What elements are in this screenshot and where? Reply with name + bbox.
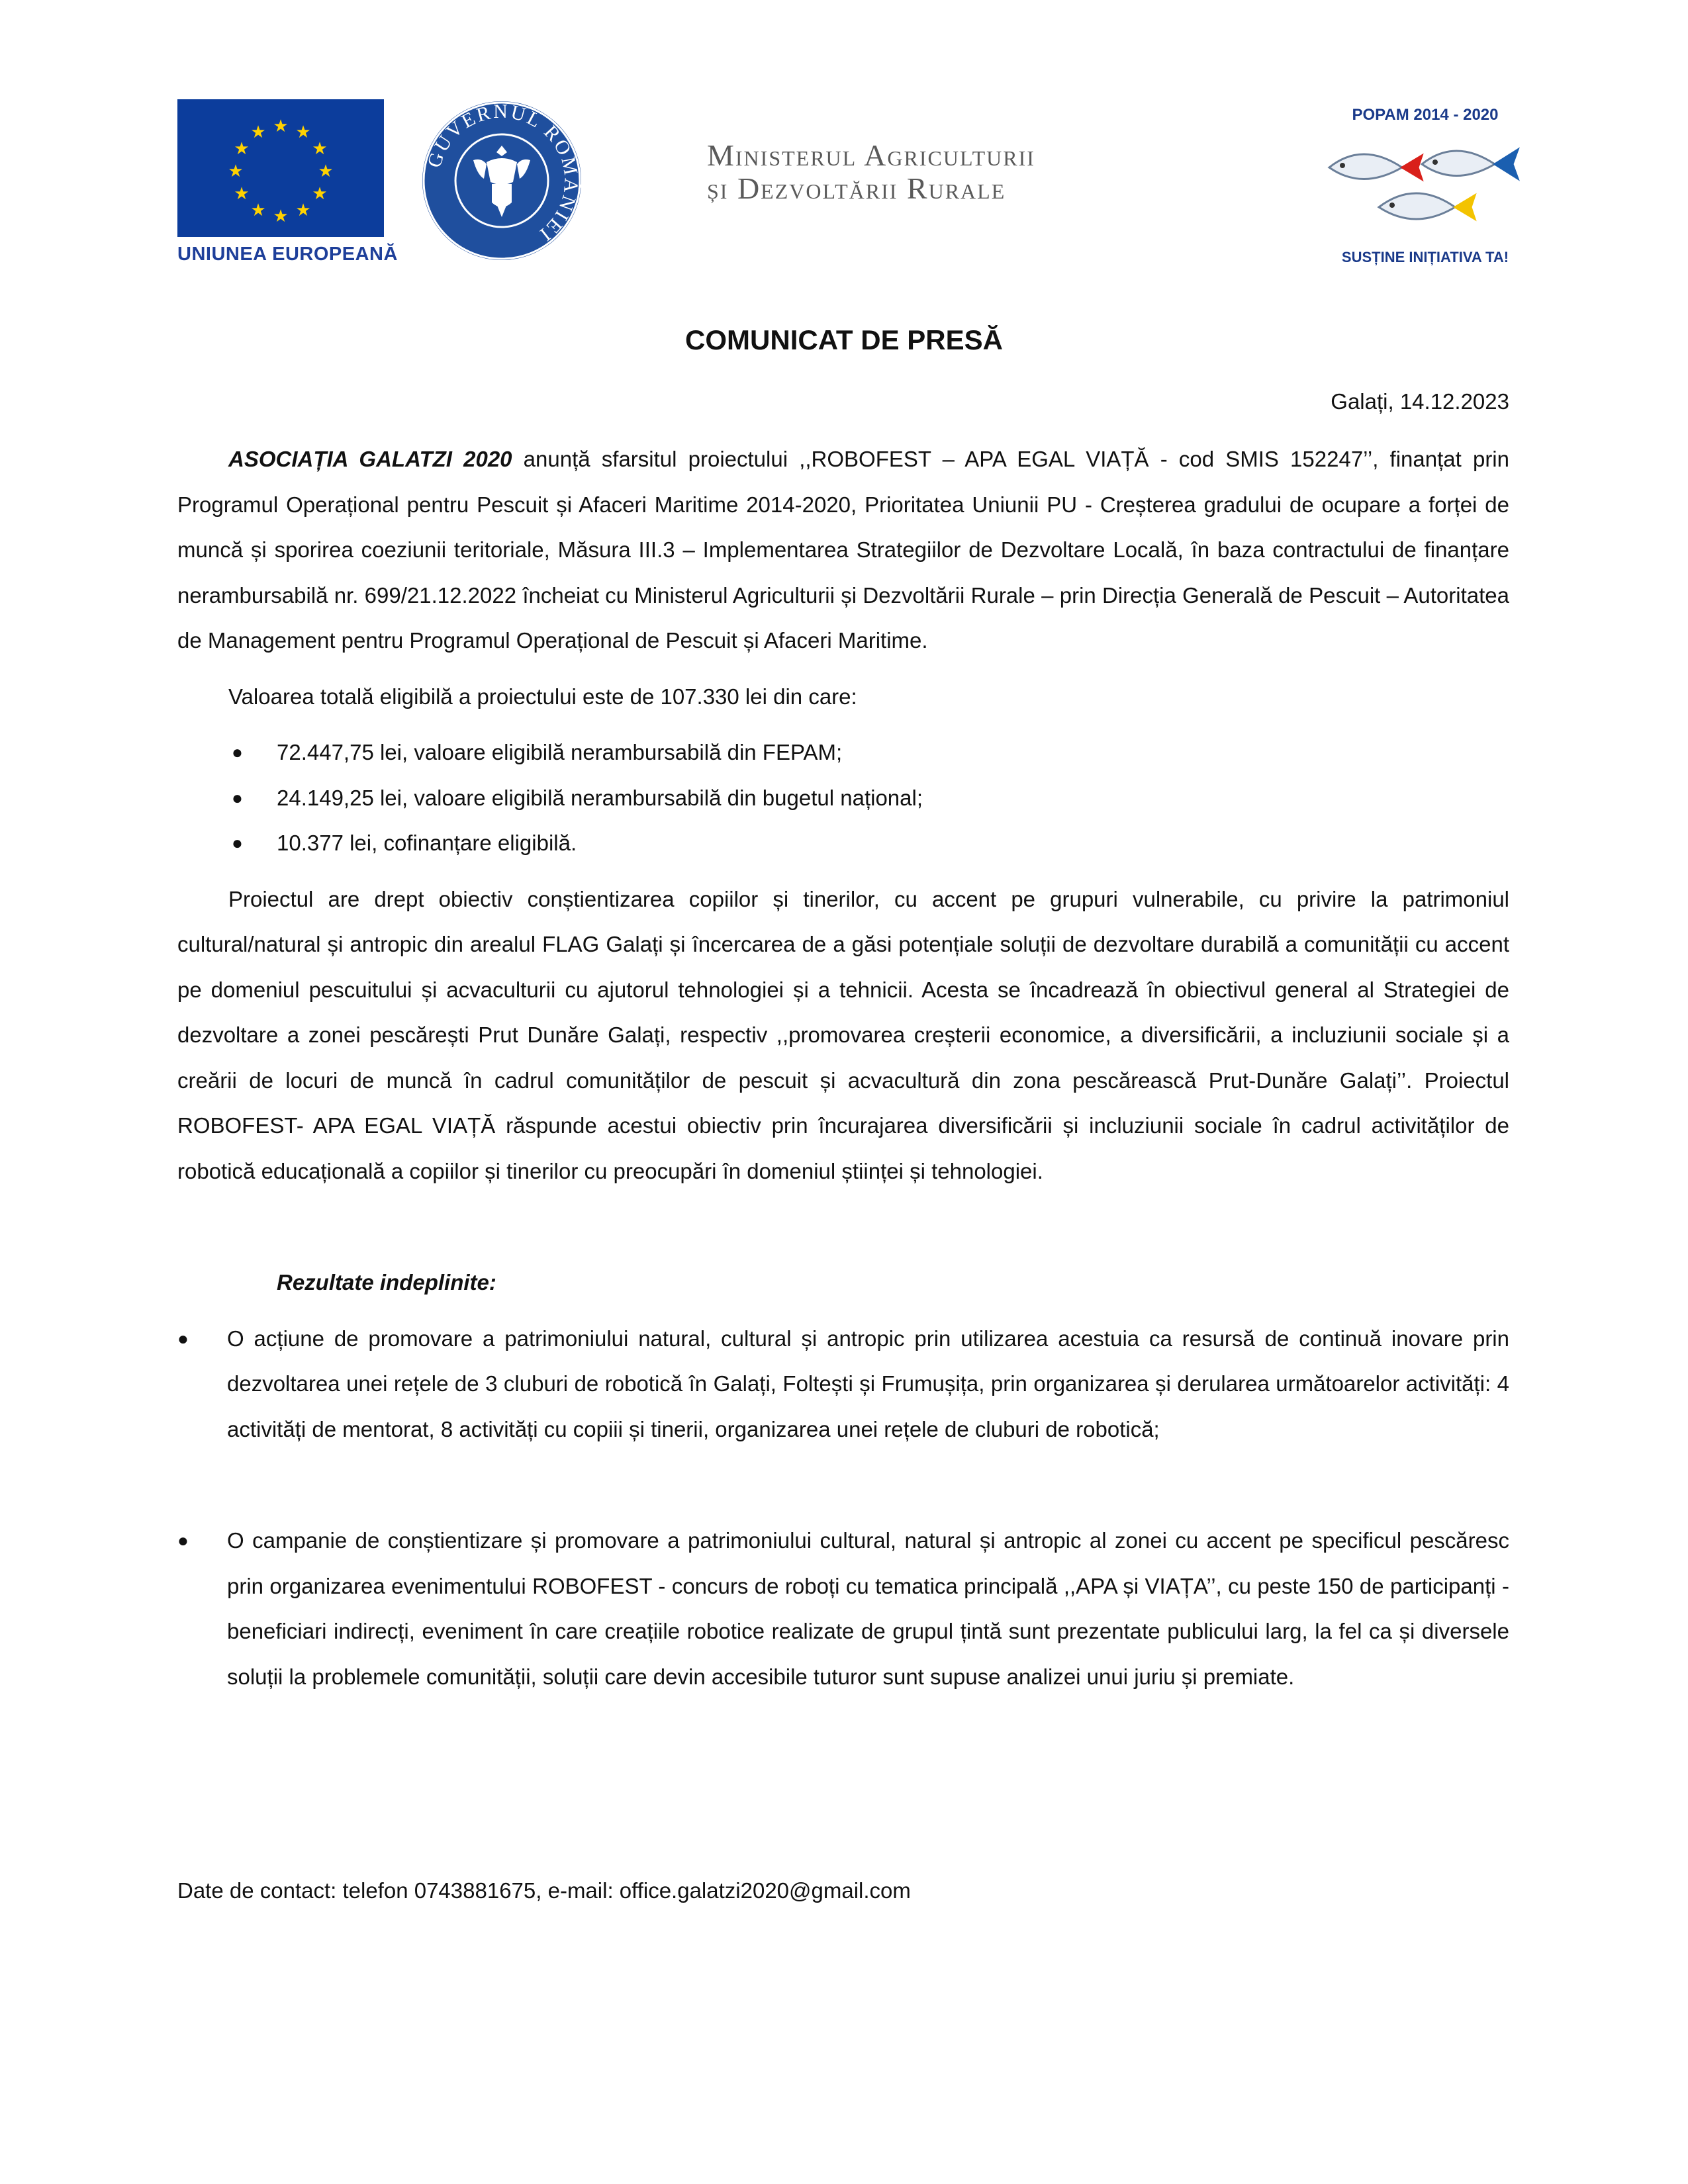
- ministry-logo-text: [707, 139, 1131, 205]
- intro-paragraph: [177, 437, 1509, 664]
- results-heading: Rezultate indeplinite:: [277, 1270, 496, 1295]
- contact-line: Date de contact: telefon 0743881675, e-mail: office.galatzi2020@gmail.com: [177, 1878, 911, 1903]
- eu-flag-icon: [177, 99, 384, 237]
- list-item: ● 72.447,75 lei, valoare eligibilă nerambursabilă din FEPAM;: [177, 730, 1509, 776]
- ministry-line-2: și Dezvoltării Rurale: [707, 171, 1006, 205]
- document-body: [177, 437, 1509, 1700]
- svg-text:★: ★: [318, 161, 334, 181]
- value-intro: Valoarea totală eligibilă a proiectului este de 107.330 lei din care:: [228, 684, 857, 709]
- organization-name: ASOCIAȚIA GALATZI 2020: [228, 447, 512, 471]
- bullet-icon: ●: [232, 742, 243, 762]
- list-item: ● O acțiune de promovare a patrimoniului natural, cultural și antropic prin utilizarea acestuia ca resursă de continuă inovare prin dezvoltarea unei rețele de 3 cluburi de robotică în Galați, Foltești și Frumușița, prin organizarea și derularea următoarelor activități: 4 activități de mentorat, 8 activități cu copiii și tinerii, organizarea unei rețele de cluburi de robotică;: [177, 1316, 1509, 1453]
- list-item: ● O campanie de conștientizare și promovare a patrimoniului cultural, natural și antropic al zonei cu accent pe specificul pescăresc prin organizarea evenimentului ROBOFEST - concurs de roboți cu tematica principală ,,APA și VIAȚA’’, cu peste 150 de participanți - beneficiari indirecți, eveniment în care creațiile robotice realizate de grupul țintă sunt prezentate publicului larg, la fel ca și diversele soluții la problemele comunității, soluții care devin accesibile tuturor sunt supuse analizei unui juriu și premiate.: [177, 1518, 1509, 1700]
- romanian-government-seal: [420, 99, 583, 262]
- svg-text:★: ★: [312, 184, 328, 204]
- svg-text:★: ★: [273, 206, 289, 226]
- eu-caption: UNIUNEA EUROPEANĂ: [177, 244, 398, 265]
- intro-text: anunță sfarsitul proiectului ,,ROBOFEST – APA EGAL VIAȚĂ - cod SMIS 152247’’, finanțat prin Programul Operațional pentru Pescuit și Afaceri Maritime 2014-2020, Prioritatea Uniunii PU - Creșterea gradului de ocupare a forței de muncă și sporirea coeziunii teritoriale, Măsura III.3 – Implementarea Strategiilor de Dezvoltare Locală, în baza contractului de finanțare nerambursabilă nr. 699/21.12.2022 încheiat cu Ministerul Agriculturii și Dezvoltării Rurale – prin Direcția Generală de Pescuit – Autoritatea de Management pentru Programul Operațional de Pescuit și Afaceri Maritime.: [177, 447, 1509, 653]
- bullet-icon: ●: [232, 787, 243, 808]
- popam-logo: [1316, 106, 1534, 265]
- svg-text:★: ★: [234, 139, 250, 159]
- svg-text:★: ★: [250, 122, 266, 142]
- svg-text:★: ★: [250, 201, 266, 220]
- objective-paragraph: Proiectul are drept obiectiv conștientizarea copiilor și tinerilor, cu accent pe grupuri vulnerabile, cu privire la patrimoniul cultural/natural și antropic din arealul FLAG Galați și încercarea de a găsi potențiale soluții de dezvoltare durabilă a comunității cu accent pe domeniul pescuitului și acvaculturii cu ajutorul tehnologiei și a tehnicii. Acesta se încadrează în obiectivul general al Strategiei de dezvoltare a zonei pescărești Prut Dunăre Galați, respectiv ,,promovarea creșterii economice, a diversificării, a incluziunii sociale și a creării de locuri de muncă în cadrul comunităților de pescuit și acvacultură din zona pescărească Prut-Dunăre Galați’’. Proiectul ROBOFEST- APA EGAL VIAȚĂ răspunde acestui obiectiv prin încurajarea diversificării și incluziunii sociale în cadrul activităților de robotică educațională a copiilor și tinerilor cu preocupări în domeniul științei și tehnologiei.: [177, 886, 1509, 1183]
- popam-title: POPAM 2014 - 2020: [1352, 106, 1499, 124]
- gov-ring-text: GUVERNUL ROMÂNIEI: [423, 100, 583, 247]
- list-item: ● 10.377 lei, cofinanțare eligibilă.: [177, 821, 1509, 866]
- list-item: ● 24.149,25 lei, valoare eligibilă nerambursabilă din bugetul național;: [177, 776, 1509, 821]
- ministry-line-1: Ministerul Agriculturii: [707, 138, 1035, 172]
- bullet-icon: ●: [177, 1328, 189, 1349]
- document-date: Galați, 14.12.2023: [1331, 389, 1509, 414]
- eu-logo: [177, 99, 398, 268]
- logo-bar: [177, 99, 1508, 271]
- bullet-icon: ●: [177, 1530, 189, 1551]
- svg-text:★: ★: [273, 116, 289, 136]
- svg-text:★: ★: [228, 161, 244, 181]
- svg-text:★: ★: [295, 122, 311, 142]
- fish-icon: [1316, 131, 1534, 244]
- svg-text:★: ★: [234, 184, 250, 204]
- bullet-icon: ●: [232, 833, 243, 853]
- popam-slogan: SUSȚINE INIȚIATIVA TA!: [1341, 249, 1509, 265]
- svg-text:★: ★: [312, 139, 328, 159]
- page-title: COMUNICAT DE PRESĂ: [685, 324, 1003, 355]
- svg-text:★: ★: [295, 201, 311, 220]
